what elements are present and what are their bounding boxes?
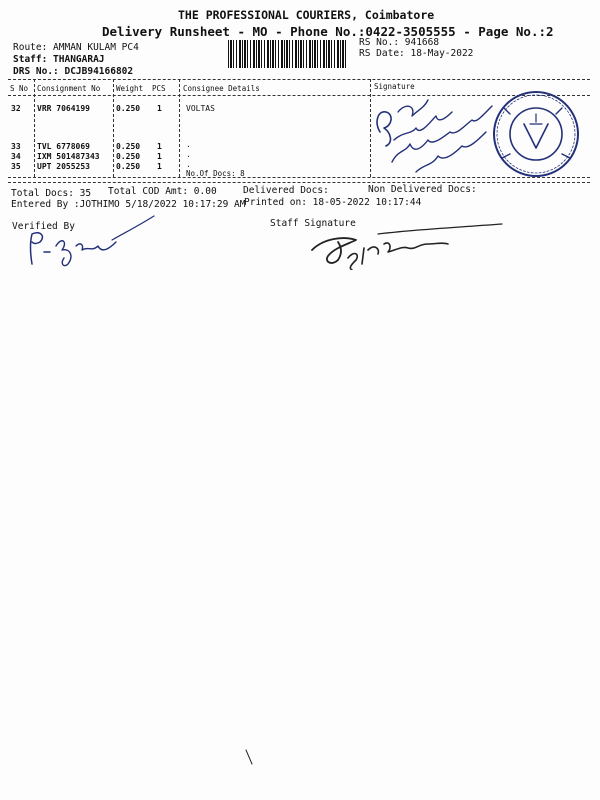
entered-by: Entered By :JOTHIMO 5/18/2022 10:17:29 AM xyxy=(11,199,246,210)
col-header-consignee: Consignee Details xyxy=(183,84,260,93)
row-consignee: . xyxy=(186,160,191,169)
rs-number: RS No.: 941668 xyxy=(359,37,440,48)
printed-on: Printed on: 18-05-2022 10:17:44 xyxy=(244,197,422,208)
row-pcs: 1 xyxy=(157,104,162,113)
total-docs: Total Docs: 35 xyxy=(11,188,92,199)
handwritten-remark xyxy=(372,92,502,176)
row-sno: 34 xyxy=(11,152,21,161)
total-cod-amount: Total COD Amt: 0.00 xyxy=(108,186,217,197)
row-sno: 35 xyxy=(11,162,21,171)
row-pcs: 1 xyxy=(157,162,162,171)
col-header-signature: Signature xyxy=(374,82,415,91)
drs-number: DRS No.: DCJB94166802 xyxy=(13,66,134,77)
route-label: Route: AMMAN KULAM PC4 xyxy=(13,42,139,53)
staff-label: Staff: THANGARAJ xyxy=(13,54,105,65)
row-consignment: TVL 6778069 xyxy=(37,142,90,151)
row-sno: 33 xyxy=(11,142,21,151)
non-delivered-docs: Non Delivered Docs: xyxy=(368,184,477,195)
row-weight: 0.250 xyxy=(116,104,141,113)
col-header-weight: Weight xyxy=(116,84,144,93)
no-of-docs: No.Of Docs: 8 xyxy=(186,169,245,178)
delivered-docs: Delivered Docs: xyxy=(243,185,329,196)
col-divider xyxy=(34,79,35,177)
verifier-signature xyxy=(26,212,158,270)
row-weight: 0.250 xyxy=(116,142,141,151)
row-weight: 0.250 xyxy=(116,152,141,161)
row-sno: 32 xyxy=(11,104,21,113)
col-divider xyxy=(179,79,180,177)
col-header-sno: S No xyxy=(10,84,29,93)
row-weight: 0.250 xyxy=(116,162,141,171)
col-divider xyxy=(113,79,114,177)
voltas-stamp xyxy=(490,88,582,180)
table-top-rule xyxy=(8,79,590,80)
stray-mark xyxy=(244,748,254,766)
row-consignment: VRR 7064199 xyxy=(37,104,90,113)
row-consignee: . xyxy=(186,150,191,159)
barcode xyxy=(228,40,346,68)
col-divider xyxy=(370,79,371,177)
row-consignment: IXM 501487343 xyxy=(37,152,100,161)
runsheet-title: Delivery Runsheet - MO - Phone No.:0422-3505555 - Page No.:2 xyxy=(102,24,554,39)
row-pcs: 1 xyxy=(157,142,162,151)
row-consignee: VOLTAS xyxy=(186,104,215,113)
company-title: THE PROFESSIONAL COURIERS, Coimbatore xyxy=(178,8,435,22)
row-pcs: 1 xyxy=(157,152,162,161)
verified-by-label: Verified By xyxy=(12,221,75,232)
row-consignee: . xyxy=(186,140,191,149)
rs-date: RS Date: 18-May-2022 xyxy=(359,48,474,59)
summary-rule xyxy=(8,182,590,183)
row-consignment: UPT 2055253 xyxy=(37,162,90,171)
staff-signature xyxy=(308,214,504,270)
col-header-consignment: Consignment No xyxy=(37,84,101,93)
col-header-pcs: PCS xyxy=(152,84,166,93)
staff-signature-label: Staff Signature xyxy=(270,218,356,229)
